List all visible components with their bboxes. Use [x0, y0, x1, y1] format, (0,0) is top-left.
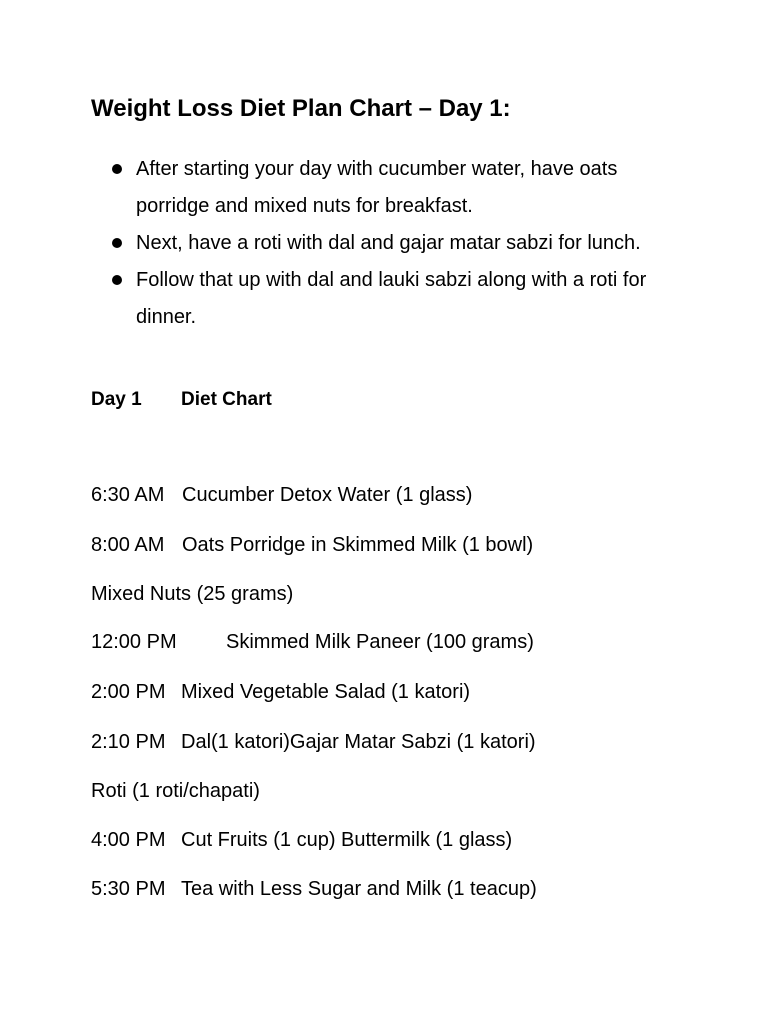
table-header-diet-chart: Diet Chart [181, 389, 272, 410]
schedule-row [91, 630, 534, 654]
schedule-row [91, 828, 513, 852]
schedule-row [91, 533, 534, 557]
schedule-item: Skimmed Milk Paneer (100 grams) [226, 631, 534, 653]
schedule-item: Tea with Less Sugar and Milk (1 teacup) [181, 878, 537, 900]
schedule-row [91, 483, 473, 507]
bullet-icon [112, 275, 122, 285]
schedule-row [91, 730, 536, 754]
schedule-time: 12:00 PM [91, 631, 177, 653]
schedule-time: 5:30 PM [91, 878, 166, 900]
bullet-icon [112, 164, 122, 174]
schedule-time: 4:00 PM [91, 829, 166, 851]
bullet-icon [112, 238, 122, 248]
schedule-row [91, 680, 471, 704]
list-item [136, 151, 696, 225]
summary-list [136, 151, 696, 336]
list-item-text: Follow that up with dal and lauki sabzi along with a roti for dinner. [136, 269, 647, 328]
table-header-day: Day 1 [91, 389, 142, 410]
schedule-item: Oats Porridge in Skimmed Milk (1 bowl) [182, 534, 534, 556]
schedule-item: Cucumber Detox Water (1 glass) [182, 484, 473, 506]
schedule-item: Cut Fruits (1 cup) Buttermilk (1 glass) [181, 829, 513, 851]
schedule-time: 2:00 PM [91, 681, 166, 703]
schedule-time: 8:00 AM [91, 534, 165, 556]
list-item [136, 225, 696, 262]
list-item-text: Next, have a roti with dal and gajar matar sabzi for lunch. [136, 232, 641, 254]
schedule-item: Dal(1 katori)Gajar Matar Sabzi (1 katori) [181, 731, 536, 753]
list-item-text: After starting your day with cucumber water, have oats porridge and mixed nuts for breakfast. [136, 158, 618, 217]
schedule-time: 6:30 AM [91, 484, 165, 506]
schedule-item: Mixed Nuts (25 grams) [91, 583, 294, 605]
schedule-item: Roti (1 roti/chapati) [91, 780, 260, 802]
list-item [136, 262, 696, 336]
schedule-time: 2:10 PM [91, 731, 166, 753]
schedule-row [91, 877, 537, 901]
page-title: Weight Loss Diet Plan Chart – Day 1: [91, 95, 511, 122]
schedule-item: Mixed Vegetable Salad (1 katori) [181, 681, 471, 703]
